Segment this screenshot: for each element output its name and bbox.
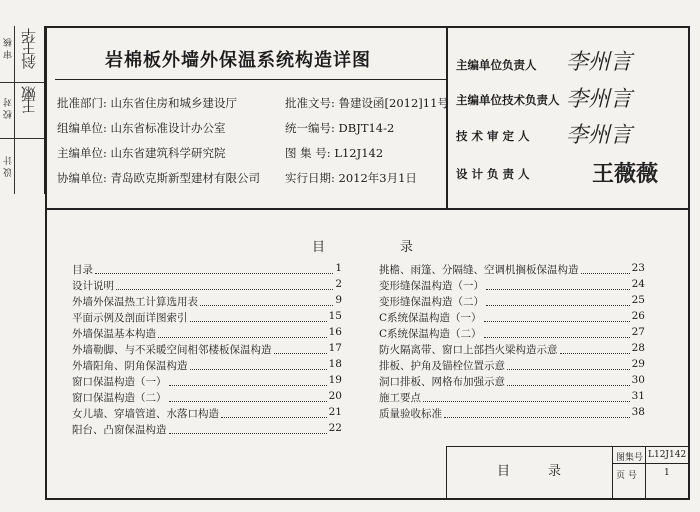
meta-unified-no: 统一编号: DBJT14-2 bbox=[285, 121, 395, 135]
toc-item-title: 变形缝保温构造（二） bbox=[379, 296, 484, 308]
title-block-divider bbox=[645, 446, 646, 500]
toc-leader-dots bbox=[507, 361, 630, 370]
title-block-name-right: 录 bbox=[548, 464, 562, 479]
role-design-leader: 设 计 负 责 人 bbox=[456, 167, 530, 181]
toc-item-title: 排板、护角及锚栓位置示意 bbox=[379, 360, 505, 372]
title-block-divider bbox=[612, 446, 613, 500]
toc-leader-dots bbox=[116, 281, 333, 290]
toc-leader-dots bbox=[169, 393, 327, 402]
title-block-divider bbox=[612, 463, 690, 464]
page-no-value: 1 bbox=[664, 468, 670, 478]
toc-item-title: 挑檐、雨篷、分隔缝、空调机搁板保温构造 bbox=[379, 264, 579, 276]
toc-leader-dots bbox=[507, 377, 630, 386]
toc-item-page: 21 bbox=[328, 406, 342, 418]
toc-list-right bbox=[379, 262, 645, 422]
toc-leader-dots bbox=[169, 425, 327, 434]
toc-leader-dots bbox=[169, 377, 327, 386]
signature-design-leader: 王薇薇 bbox=[592, 162, 659, 187]
strip-divider bbox=[0, 82, 44, 83]
toc-item bbox=[379, 294, 645, 310]
meta-approval-no: 批准文号: 鲁建设函[2012]11号 bbox=[285, 96, 449, 110]
signature-tech-reviewer: 李州言 bbox=[566, 123, 633, 148]
page-no-label: 页 号 bbox=[616, 471, 637, 481]
strip-label-design: 设 计 bbox=[4, 156, 14, 177]
toc-item-title: 外墙阳角、阴角保温构造 bbox=[72, 360, 188, 372]
toc-item-title: 外墙外保温热工计算选用表 bbox=[72, 296, 198, 308]
toc-item bbox=[379, 326, 645, 342]
toc-item-page: 16 bbox=[328, 326, 342, 338]
toc-leader-dots bbox=[484, 313, 630, 322]
role-tech-leader: 主编单位技术负责人 bbox=[456, 93, 560, 107]
toc-leader-dots bbox=[200, 297, 333, 306]
toc-item-page: 23 bbox=[631, 262, 645, 274]
toc-item bbox=[72, 326, 342, 342]
atlas-no-label: 图集号 bbox=[616, 453, 644, 463]
toc-item-page: 20 bbox=[328, 390, 342, 402]
toc-item-title: C系统保温构造（一） bbox=[379, 312, 482, 324]
toc-item-page: 31 bbox=[631, 390, 645, 402]
strip-label-review: 审 核 bbox=[4, 38, 14, 59]
toc-leader-dots bbox=[190, 361, 327, 370]
header-divider bbox=[45, 208, 690, 210]
title-block-left bbox=[446, 446, 447, 500]
strip-signature: 斜王华 bbox=[20, 30, 38, 69]
strip-label-proofread: 校 对 bbox=[4, 98, 14, 119]
toc-item-page: 9 bbox=[335, 294, 342, 306]
meta-compile-unit: 组编单位: 山东省标准设计办公室 bbox=[57, 121, 226, 135]
toc-item-page: 28 bbox=[631, 342, 645, 354]
role-tech-reviewer: 技 术 审 定 人 bbox=[456, 129, 530, 143]
toc-item bbox=[379, 278, 645, 294]
meta-effective-date: 实行日期: 2012年3月1日 bbox=[285, 171, 417, 185]
toc-heading-right: 录 bbox=[400, 240, 416, 255]
toc-item-title: 外墙保温基本构造 bbox=[72, 328, 156, 340]
meta-approval-dept: 批准部门: 山东省住房和城乡建设厅 bbox=[57, 96, 238, 110]
toc-item bbox=[379, 342, 645, 358]
strip-divider bbox=[0, 138, 44, 139]
toc-item-page: 2 bbox=[335, 278, 342, 290]
toc-item bbox=[379, 406, 645, 422]
toc-leader-dots bbox=[95, 265, 333, 274]
toc-item-title: 洞口排板、网格布加强示意 bbox=[379, 376, 505, 388]
toc-leader-dots bbox=[158, 329, 327, 338]
toc-item-title: 窗口保温构造（二） bbox=[72, 392, 167, 404]
signature-tech-leader: 李州言 bbox=[566, 87, 633, 112]
toc-item-title: 施工要点 bbox=[379, 392, 421, 404]
toc-item-page: 29 bbox=[631, 358, 645, 370]
toc-item-page: 15 bbox=[328, 310, 342, 322]
toc-item bbox=[72, 374, 342, 390]
toc-leader-dots bbox=[486, 297, 630, 306]
toc-item-page: 17 bbox=[328, 342, 342, 354]
toc-heading-left: 目 bbox=[312, 240, 328, 255]
toc-item-page: 22 bbox=[328, 422, 342, 434]
toc-item-page: 27 bbox=[631, 326, 645, 338]
toc-item bbox=[72, 310, 342, 326]
toc-item bbox=[72, 358, 342, 374]
header-vertical-divider bbox=[446, 26, 448, 208]
toc-leader-dots bbox=[444, 409, 630, 418]
toc-item-title: 平面示例及剖面详图索引 bbox=[72, 312, 188, 324]
drawing-title: 岩棉板外墙外保温系统构造详图 bbox=[105, 50, 371, 71]
toc-item bbox=[379, 390, 645, 406]
toc-item-title: 变形缝保温构造（一） bbox=[379, 280, 484, 292]
toc-item-page: 30 bbox=[631, 374, 645, 386]
strip-signature: 王嫩 bbox=[20, 88, 38, 114]
toc-item bbox=[72, 278, 342, 294]
toc-item-title: C系统保温构造（二） bbox=[379, 328, 482, 340]
toc-item-page: 38 bbox=[631, 406, 645, 418]
toc-item bbox=[379, 374, 645, 390]
toc-item-title: 窗口保温构造（一） bbox=[72, 376, 167, 388]
toc-leader-dots bbox=[221, 409, 327, 418]
toc-item-title: 防火隔离带、窗口上部挡火梁构造示意 bbox=[379, 344, 558, 356]
toc-item-page: 19 bbox=[328, 374, 342, 386]
meta-assist-unit: 协编单位: 青岛欧克斯新型建材有限公司 bbox=[57, 171, 261, 185]
toc-leader-dots bbox=[423, 393, 630, 402]
toc-item-page: 1 bbox=[335, 262, 342, 274]
toc-leader-dots bbox=[274, 345, 327, 354]
toc-list-left bbox=[72, 262, 342, 438]
toc-item-page: 18 bbox=[328, 358, 342, 370]
meta-chief-unit: 主编单位: 山东省建筑科学研究院 bbox=[57, 146, 226, 160]
toc-item bbox=[379, 262, 645, 278]
title-block-name-left: 目 bbox=[497, 464, 513, 479]
toc-item-title: 目录 bbox=[72, 264, 93, 276]
toc-leader-dots bbox=[560, 345, 630, 354]
toc-item-title: 女儿墙、穿墙管道、水落口构造 bbox=[72, 408, 219, 420]
toc-item bbox=[72, 422, 342, 438]
signature-chief-unit-leader: 李州言 bbox=[566, 50, 633, 75]
role-chief-unit-leader: 主编单位负责人 bbox=[456, 58, 537, 72]
toc-item bbox=[72, 342, 342, 358]
toc-item bbox=[379, 358, 645, 374]
toc-item-page: 24 bbox=[631, 278, 645, 290]
toc-item bbox=[379, 310, 645, 326]
toc-item-title: 阳台、凸窗保温构造 bbox=[72, 424, 167, 436]
toc-item bbox=[72, 294, 342, 310]
toc-leader-dots bbox=[484, 329, 630, 338]
toc-item-page: 25 bbox=[631, 294, 645, 306]
title-block-top bbox=[446, 446, 690, 447]
toc-item-title: 设计说明 bbox=[72, 280, 114, 292]
left-margin-strip bbox=[0, 26, 45, 194]
toc-item-title: 质量验收标准 bbox=[379, 408, 442, 420]
toc-item bbox=[72, 390, 342, 406]
toc-leader-dots bbox=[190, 313, 327, 322]
meta-atlas-no: 图 集 号: L12J142 bbox=[285, 146, 384, 160]
toc-leader-dots bbox=[486, 281, 630, 290]
toc-item-title: 外墙勒脚、与不采暖空间相邻楼板保温构造 bbox=[72, 344, 272, 356]
atlas-no-value: L12J142 bbox=[648, 450, 687, 460]
toc-item bbox=[72, 406, 342, 422]
title-underline bbox=[55, 79, 446, 80]
toc-item-page: 26 bbox=[631, 310, 645, 322]
toc-leader-dots bbox=[581, 265, 630, 274]
toc-item bbox=[72, 262, 342, 278]
